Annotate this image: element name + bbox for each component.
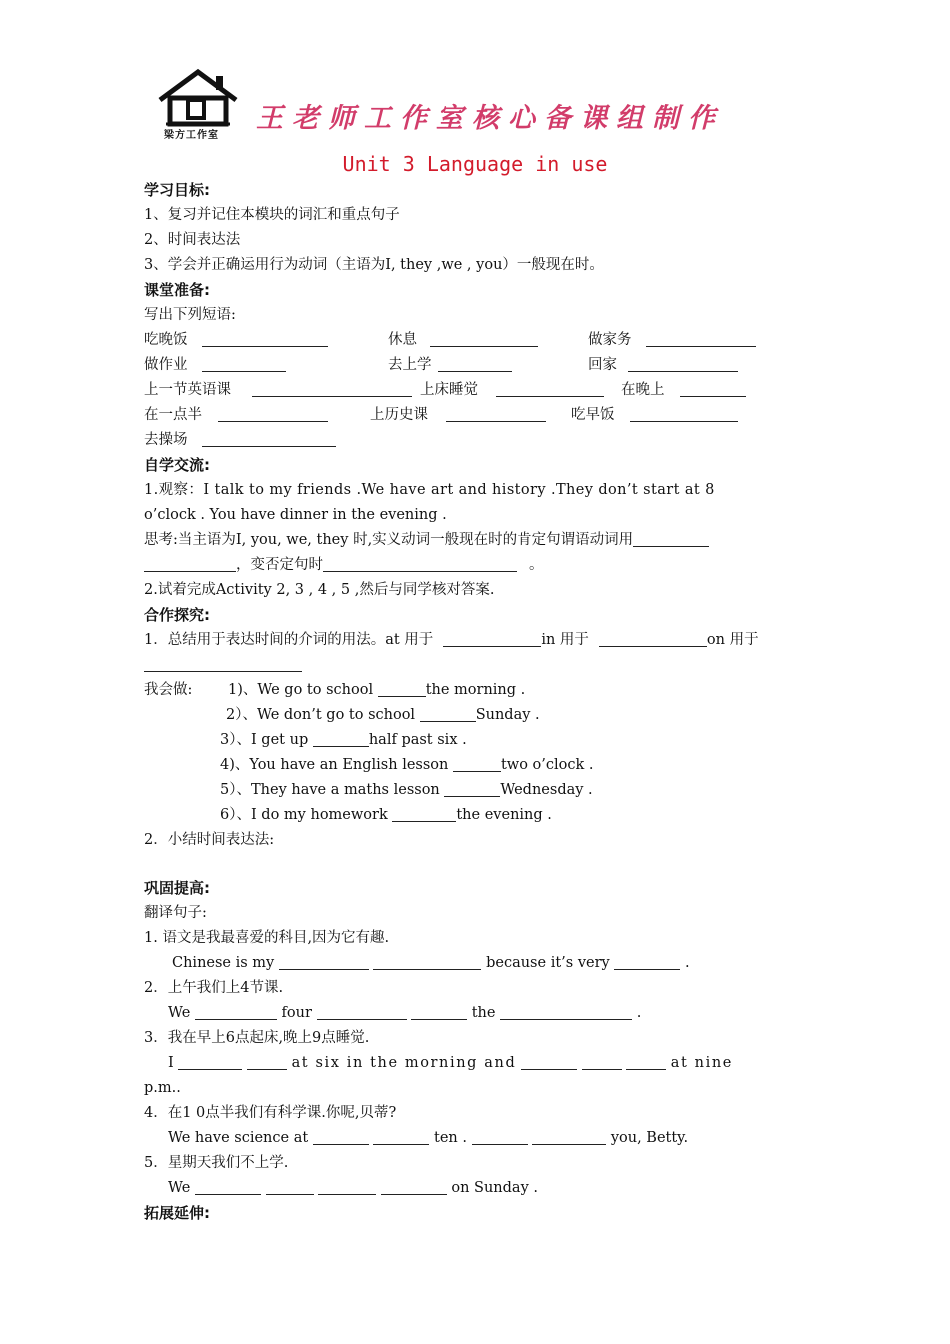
answer-blank[interactable] bbox=[680, 380, 746, 397]
answer-blank[interactable] bbox=[317, 1003, 407, 1020]
activity-instruction: 2.试着完成Activity 2, 3 , 4 , 5 ,然后与同学核对答案. bbox=[144, 582, 495, 598]
answer-blank[interactable] bbox=[279, 953, 369, 970]
phrase-label: 吃早饭 bbox=[571, 407, 615, 423]
sentence-1-cn: 1. 语文是我最喜爱的科目,因为它有趣. bbox=[144, 930, 390, 946]
phrase-label: 上床睡觉 bbox=[420, 382, 478, 398]
phrase-label: 上历史课 bbox=[370, 407, 428, 423]
coop-heading: 合作探究: bbox=[144, 606, 210, 624]
sentence-2-cn: 2．上午我们上4节课. bbox=[144, 980, 284, 996]
extension-heading: 拓展延伸: bbox=[144, 1204, 210, 1222]
summary-in: in 用于 bbox=[541, 632, 589, 648]
answer-blank[interactable] bbox=[144, 655, 302, 672]
answer-blank[interactable] bbox=[381, 1178, 447, 1195]
observe-line-2: o’clock . You have dinner in the evening . bbox=[144, 507, 447, 523]
answer-blank[interactable] bbox=[446, 405, 546, 422]
sentence-4-cn: 4．在1 0点半我们有科学课.你呢,贝蒂? bbox=[144, 1105, 397, 1121]
answer-blank[interactable] bbox=[266, 1178, 314, 1195]
logo-caption: 梁方工作室 bbox=[164, 130, 219, 141]
answer-blank[interactable] bbox=[430, 330, 538, 347]
think-text: 思考:当主语为I, you, we, they 时,实义动词一般现在时的肯定句谓语动词用 bbox=[144, 532, 634, 548]
answer-blank[interactable] bbox=[582, 1053, 622, 1070]
self-study-heading: 自学交流: bbox=[144, 456, 210, 474]
exercise-text: 1)、We go to school the morning . bbox=[228, 682, 526, 698]
goal-item-3: 3、学会并正确运用行为动词（主语为I, they ,we , you）一般现在时。 bbox=[144, 257, 604, 273]
answer-blank[interactable] bbox=[438, 355, 512, 372]
answer-blank[interactable] bbox=[633, 530, 709, 547]
prep-heading: 课堂准备: bbox=[144, 281, 210, 299]
answer-blank[interactable] bbox=[472, 1128, 528, 1145]
exercise-text: 2）、We don’t go to school Sunday . bbox=[226, 707, 540, 723]
answer-blank[interactable] bbox=[202, 355, 286, 372]
phrase-label: 回家 bbox=[588, 357, 617, 373]
summary-overflow-line bbox=[144, 655, 808, 675]
phrase-label: 休息 bbox=[388, 332, 417, 348]
answer-blank[interactable] bbox=[453, 755, 501, 772]
consolidate-heading: 巩固提高: bbox=[144, 879, 210, 897]
answer-blank[interactable] bbox=[313, 1128, 369, 1145]
answer-blank[interactable] bbox=[392, 805, 456, 822]
sentence-5-cn: 5．星期天我们不上学. bbox=[144, 1155, 289, 1171]
answer-blank[interactable] bbox=[202, 330, 328, 347]
sentence-1-en: Chinese is my because it’s very . bbox=[172, 955, 690, 971]
goal-item-2: 2、时间表达法 bbox=[144, 232, 241, 248]
time-summary: 2．小结时间表达法: bbox=[144, 832, 275, 848]
answer-blank[interactable] bbox=[252, 380, 412, 397]
answer-blank[interactable] bbox=[411, 1003, 467, 1020]
answer-blank[interactable] bbox=[443, 630, 541, 647]
observe-line-1: 1.观察：I talk to my friends .We have art and history .They don’t start at 8 bbox=[144, 482, 715, 498]
answer-blank[interactable] bbox=[318, 1178, 376, 1195]
page-title: Unit 3 Language in use bbox=[342, 152, 608, 176]
answer-blank[interactable] bbox=[378, 680, 426, 697]
think-text-neg: ，变否定句时 bbox=[236, 557, 323, 573]
phrase-label: 做作业 bbox=[144, 357, 188, 373]
answer-blank[interactable] bbox=[444, 780, 500, 797]
phrase-label: 做家务 bbox=[588, 332, 632, 348]
exercise-1 bbox=[144, 680, 808, 700]
answer-blank[interactable] bbox=[373, 953, 481, 970]
answer-blank[interactable] bbox=[218, 405, 328, 422]
answer-blank[interactable] bbox=[144, 555, 236, 572]
phrase-label: 在晚上 bbox=[621, 382, 665, 398]
house-logo bbox=[156, 68, 240, 144]
think-end: 。 bbox=[529, 557, 544, 573]
think-line-1 bbox=[144, 530, 808, 550]
sentence-2-en: We four the . bbox=[168, 1005, 642, 1021]
phrase-label: 吃晚饭 bbox=[144, 332, 188, 348]
phrase-label: 去上学 bbox=[388, 357, 432, 373]
sentence-5-en: We on Sunday . bbox=[168, 1180, 538, 1196]
phrase-label: 在一点半 bbox=[144, 407, 202, 423]
answer-blank[interactable] bbox=[313, 730, 369, 747]
answer-blank[interactable] bbox=[626, 1053, 666, 1070]
answer-blank[interactable] bbox=[420, 705, 476, 722]
sentence-4-en: We have science at ten . you, Betty. bbox=[168, 1130, 689, 1146]
translate-instruction: 翻译句子: bbox=[144, 905, 207, 921]
answer-blank[interactable] bbox=[532, 1128, 606, 1145]
answer-blank[interactable] bbox=[247, 1053, 287, 1070]
summary-on: on 用于 bbox=[706, 632, 759, 648]
phrase-label: 上一节英语课 bbox=[144, 382, 231, 398]
answer-blank[interactable] bbox=[202, 430, 336, 447]
answer-blank[interactable] bbox=[599, 630, 707, 647]
answer-blank[interactable] bbox=[630, 405, 738, 422]
preposition-summary bbox=[144, 630, 808, 650]
exercise-text: 5）、They have a maths lesson Wednesday . bbox=[220, 782, 593, 798]
goal-item-1: 1、复习并记住本模块的词汇和重点句子 bbox=[144, 207, 400, 223]
answer-blank[interactable] bbox=[646, 330, 756, 347]
exercise-text: 3）、I get up half past six . bbox=[220, 732, 467, 748]
answer-blank[interactable] bbox=[178, 1053, 242, 1070]
exercise-text: 6）、I do my homework the evening . bbox=[220, 807, 552, 823]
goals-heading: 学习目标: bbox=[144, 181, 210, 199]
answer-blank[interactable] bbox=[521, 1053, 577, 1070]
sentence-3-en: I at six in the morning and at nine bbox=[168, 1055, 733, 1071]
phrase-label: 去操场 bbox=[144, 432, 188, 448]
think-line-2 bbox=[144, 555, 808, 575]
answer-blank[interactable] bbox=[195, 1003, 277, 1020]
summary-at: 1．总结用于表达时间的介词的用法。at 用于 bbox=[144, 632, 434, 648]
prep-instruction: 写出下列短语: bbox=[144, 307, 236, 323]
exercise-text: 4)、You have an English lesson two o’clock . bbox=[220, 757, 594, 773]
answer-blank[interactable] bbox=[195, 1178, 261, 1195]
can-do-label: 我会做: bbox=[144, 682, 193, 698]
answer-blank[interactable] bbox=[496, 380, 604, 397]
answer-blank[interactable] bbox=[628, 355, 738, 372]
answer-blank[interactable] bbox=[373, 1128, 429, 1145]
sentence-3-wrap: p.m.. bbox=[144, 1080, 181, 1096]
sentence-3-cn: 3．我在早上6点起床,晚上9点睡觉. bbox=[144, 1030, 370, 1046]
banner-title: 王老师工作室核心备课组制作 bbox=[256, 103, 724, 134]
answer-blank[interactable] bbox=[323, 555, 517, 572]
answer-blank[interactable] bbox=[500, 1003, 632, 1020]
answer-blank[interactable] bbox=[614, 953, 680, 970]
